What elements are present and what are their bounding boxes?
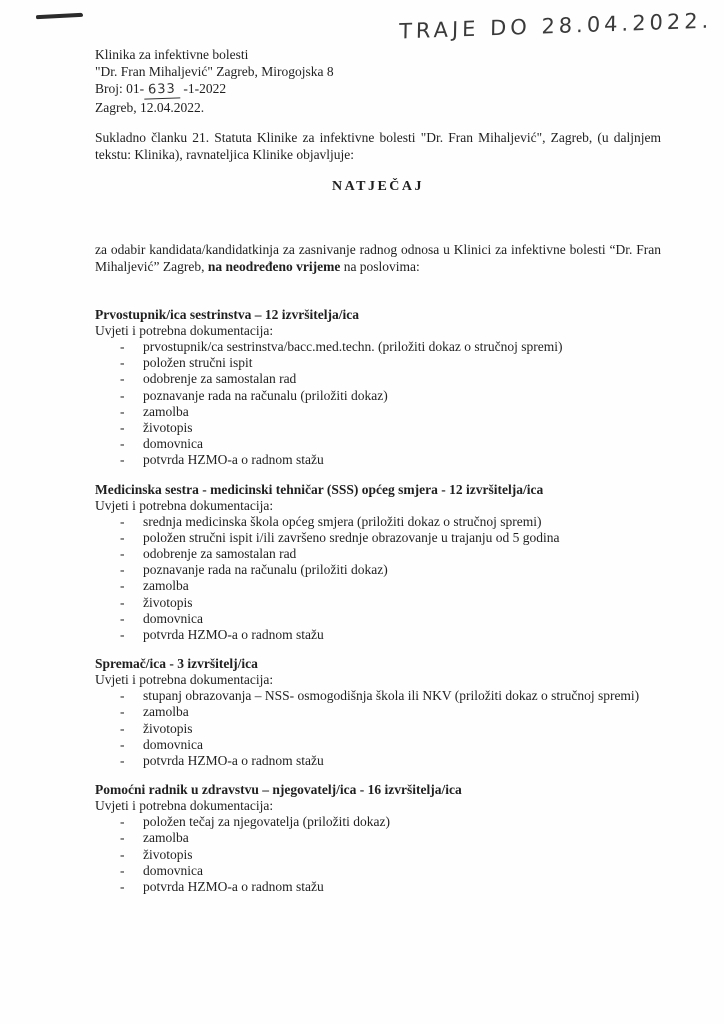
dash-bullet: -	[120, 610, 125, 626]
dash-bullet: -	[120, 546, 125, 562]
reference-number-suffix: -1-2022	[183, 81, 227, 96]
dash-bullet: -	[120, 627, 125, 643]
dash-bullet: -	[120, 846, 125, 862]
requirement-item	[120, 404, 661, 420]
dash-bullet: -	[120, 594, 125, 610]
requirement-text: poznavanje rada na računalu (priložiti dokaz)	[143, 562, 388, 578]
dash-bullet: -	[120, 355, 125, 371]
requirement-text: zamolba	[143, 704, 189, 720]
requirement-item	[120, 355, 661, 371]
dash-bullet: -	[120, 736, 125, 752]
requirement-item	[120, 452, 661, 468]
requirement-item	[120, 578, 661, 594]
requirement-text: potvrda HZMO-a o radnom stažu	[143, 879, 324, 895]
position-section	[95, 481, 661, 644]
purpose-paragraph	[95, 241, 661, 275]
requirement-text: poznavanje rada na računalu (priložiti dokaz)	[143, 387, 388, 403]
requirement-item	[120, 562, 661, 578]
requirement-item	[120, 420, 661, 436]
position-requirements-label: Uvjeti i potrebna dokumentacija:	[95, 323, 274, 338]
requirement-item	[120, 753, 661, 769]
requirement-text: srednja medicinska škola općeg smjera (priložiti dokaz o stručnoj spremi)	[143, 513, 542, 529]
requirement-item	[120, 627, 661, 643]
position-title: Medicinska sestra - medicinski tehničar (SSS) općeg smjera - 12 izvršitelja/ica	[95, 481, 544, 497]
dash-bullet: -	[120, 578, 125, 594]
positions-list	[95, 306, 661, 895]
purpose-text-bold: na neodređeno vrijeme	[207, 259, 341, 274]
dash-bullet: -	[120, 436, 125, 452]
dash-bullet: -	[120, 830, 125, 846]
requirement-item	[120, 814, 661, 830]
requirement-text: potvrda HZMO-a o radnom stažu	[143, 452, 324, 468]
intro-paragraph: Sukladno članku 21. Statuta Klinike za infektivne bolesti "Dr. Fran Mihaljević", Zagreb, (u daljnjem tekstu: Klinika), ravnateljica Klinike objavljuje:	[95, 130, 661, 162]
requirement-text: životopis	[143, 846, 193, 862]
requirements-list	[95, 514, 661, 644]
dash-bullet: -	[120, 420, 125, 436]
requirement-item	[120, 514, 661, 530]
requirement-text: potvrda HZMO-a o radnom stažu	[143, 627, 324, 643]
dash-bullet: -	[120, 753, 125, 769]
requirement-item	[120, 436, 661, 452]
requirement-item	[120, 546, 661, 562]
position-requirements-label: Uvjeti i potrebna dokumentacija:	[95, 497, 274, 513]
requirement-item	[120, 737, 661, 753]
requirement-item	[120, 339, 661, 355]
requirement-text: stupanj obrazovanja – NSS- osmogodišnja škola ili NKV (priložiti dokaz o stručnoj spremi)	[143, 688, 640, 704]
dash-bullet: -	[120, 529, 125, 545]
purpose-text-before: za odabir kandidata/kandidatkinja za zasnivanje radnog odnosa u Klinici za infektivne bolesti “Dr. Fran Mihaljević” Zagreb,	[95, 242, 661, 274]
requirement-text: položen stručni ispit i/ili završeno srednje obrazovanje u trajanju od 5 godina	[143, 529, 560, 545]
position-title: Spremač/ica - 3 izvršitelj/ica	[95, 656, 258, 672]
letterhead	[95, 46, 661, 116]
requirement-item	[120, 688, 661, 704]
requirements-list	[95, 688, 661, 769]
requirement-text: odobrenje za samostalan rad	[143, 371, 297, 387]
reference-number-line	[95, 80, 661, 99]
requirement-item	[120, 704, 661, 720]
requirement-text: položen tečaj za njegovatelja (priložiti dokaz)	[143, 814, 391, 830]
dash-bullet: -	[120, 387, 125, 403]
requirement-item	[120, 371, 661, 387]
requirement-text: životopis	[143, 594, 193, 610]
requirement-item	[120, 830, 661, 846]
handwritten-reference-number: 633	[144, 80, 180, 99]
requirement-text: prvostupnik/ca sestrinstva/bacc.med.techn. (priložiti dokaz o stručnoj spremi)	[143, 339, 563, 354]
requirement-item	[120, 388, 661, 404]
dash-bullet: -	[120, 688, 125, 704]
position-requirements-label: Uvjeti i potrebna dokumentacija:	[95, 672, 274, 688]
position-title: Prvostupnik/ica sestrinstva – 12 izvršitelja/ica	[95, 307, 359, 322]
requirement-item	[120, 721, 661, 737]
document-content	[95, 46, 661, 907]
requirements-list	[95, 814, 661, 895]
requirement-text: zamolba	[143, 830, 189, 846]
requirement-text: domovnica	[143, 736, 203, 752]
dash-bullet: -	[120, 879, 125, 895]
requirement-text: životopis	[143, 720, 193, 736]
dash-bullet: -	[120, 704, 125, 720]
requirement-text: zamolba	[143, 578, 189, 594]
requirement-text: potvrda HZMO-a o radnom stažu	[143, 753, 324, 769]
clinic-address-line: "Dr. Fran Mihaljević" Zagreb, Mirogojska 8	[95, 64, 334, 79]
requirement-text: odobrenje za samostalan rad	[143, 546, 297, 562]
dash-bullet: -	[120, 403, 125, 419]
position-section	[95, 306, 661, 469]
requirement-text: životopis	[143, 420, 193, 436]
clinic-name-line: Klinika za infektivne bolesti	[95, 47, 249, 62]
pen-mark	[36, 13, 83, 19]
position-section	[95, 781, 661, 895]
place-date-line: Zagreb, 12.04.2022.	[95, 100, 205, 115]
position-section	[95, 655, 661, 769]
dash-bullet: -	[120, 513, 125, 529]
dash-bullet: -	[120, 814, 125, 830]
dash-bullet: -	[120, 862, 125, 878]
requirement-item	[120, 595, 661, 611]
dash-bullet: -	[120, 720, 125, 736]
dash-bullet: -	[120, 452, 125, 468]
requirement-text: domovnica	[143, 610, 203, 626]
dash-bullet: -	[120, 371, 125, 387]
requirement-text: domovnica	[143, 436, 203, 452]
handwritten-validity-note: TRAJE DO 28.04.2022.	[398, 8, 713, 44]
requirement-text: položen stručni ispit	[143, 355, 253, 371]
purpose-text-after: na poslovima:	[340, 259, 420, 274]
dash-bullet: -	[120, 339, 125, 354]
requirement-item	[120, 863, 661, 879]
requirement-item	[120, 847, 661, 863]
dash-bullet: -	[120, 562, 125, 578]
position-requirements-label: Uvjeti i potrebna dokumentacija:	[95, 798, 274, 814]
requirement-item	[120, 879, 661, 895]
requirement-text: domovnica	[143, 862, 203, 878]
requirement-text: zamolba	[143, 403, 189, 419]
requirement-item	[120, 530, 661, 546]
requirements-list	[95, 339, 661, 469]
document-title: NATJEČAJ	[331, 179, 425, 194]
reference-number-prefix: Broj: 01-	[95, 81, 145, 96]
position-title: Pomoćni radnik u zdravstvu – njegovatelj/ica - 16 izvršitelja/ica	[95, 782, 462, 798]
requirement-item	[120, 611, 661, 627]
